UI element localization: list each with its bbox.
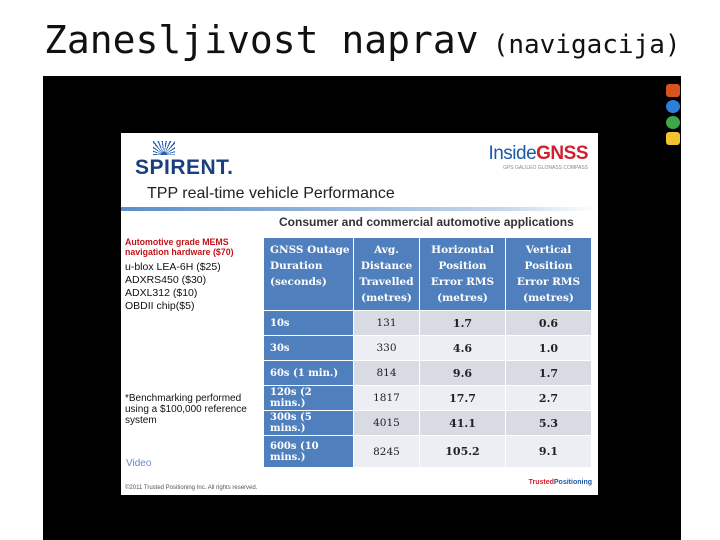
table-cell: 1817 <box>354 386 420 411</box>
tp-logo-word-b: Positioning <box>553 479 592 486</box>
table-cell: 4015 <box>354 411 420 436</box>
hardware-item: OBDII chip($5) <box>125 300 195 312</box>
table-cell: 5.3 <box>506 411 592 436</box>
spirent-wordmark: SPIRENT. <box>135 156 234 179</box>
benchmark-note: *Benchmarking performed using a $100,000 reference system <box>125 393 247 426</box>
slide-heading: TPP real-time vehicle Performance <box>147 185 395 202</box>
column-header: Horizontal Position Error RMS (metres) <box>420 238 506 311</box>
table-row <box>264 411 592 436</box>
hardware-item: u-blox LEA-6H ($25) <box>125 261 221 273</box>
table-header-row <box>264 238 592 311</box>
table-cell: 9.6 <box>420 361 506 386</box>
table-cell: 9.1 <box>506 436 592 468</box>
performance-table <box>263 237 592 468</box>
hardware-item: ADXRS450 ($30) <box>125 274 207 286</box>
page-title-sub: (navigacija) <box>492 30 681 60</box>
table-cell: 4.6 <box>420 336 506 361</box>
table-cell: 41.1 <box>420 411 506 436</box>
table-cell: 330 <box>354 336 420 361</box>
table-cell: 105.2 <box>420 436 506 468</box>
document-icon[interactable] <box>666 84 680 97</box>
table-cell: 131 <box>354 311 420 336</box>
embedded-slide-image <box>121 133 598 495</box>
help-icon[interactable] <box>666 116 680 129</box>
table-row <box>264 386 592 411</box>
table-cell: 17.7 <box>420 386 506 411</box>
table-row <box>264 361 592 386</box>
page-title-main: Zanesljivost naprav <box>44 18 479 62</box>
table-cell: 300s (5 mins.) <box>264 411 354 436</box>
hardware-list <box>125 237 260 313</box>
table-cell: 8245 <box>354 436 420 468</box>
table-cell: 2.7 <box>506 386 592 411</box>
table-cell: 1.7 <box>506 361 592 386</box>
table-cell: 814 <box>354 361 420 386</box>
column-header: Avg. Distance Travelled (metres) <box>354 238 420 311</box>
spirent-logo <box>135 141 234 180</box>
spirent-burst-icon <box>153 141 175 155</box>
insidegnss-logo <box>488 143 588 171</box>
table-cell: 1.0 <box>506 336 592 361</box>
chat-icon[interactable] <box>666 132 680 145</box>
table-cell: 120s (2 mins.) <box>264 386 354 411</box>
slide-subheading: Consumer and commercial automotive applications <box>279 215 574 229</box>
insidegnss-word-a: Inside <box>488 143 537 164</box>
column-header: GNSS Outage Duration (seconds) <box>264 238 354 311</box>
table-cell: 10s <box>264 311 354 336</box>
column-header: Vertical Position Error RMS (metres) <box>506 238 592 311</box>
trusted-positioning-logo <box>529 479 592 486</box>
hardware-item: ADXL312 ($10) <box>125 287 198 299</box>
table-cell: 30s <box>264 336 354 361</box>
page-title <box>44 18 681 62</box>
insidegnss-tagline: GPS GALILEO GLONASS COMPASS <box>503 165 588 171</box>
video-link[interactable]: Video <box>126 458 152 469</box>
table-cell: 1.7 <box>420 311 506 336</box>
slide-divider <box>121 207 598 211</box>
table-row <box>264 311 592 336</box>
table-row <box>264 436 592 468</box>
globe-icon[interactable] <box>666 100 680 113</box>
copyright-text: ©2011 Trusted Positioning Inc. All rights reserved. <box>125 485 258 491</box>
table-row <box>264 336 592 361</box>
table-cell: 600s (10 mins.) <box>264 436 354 468</box>
side-toolbar <box>666 84 682 145</box>
tp-logo-word-a: Trusted <box>528 479 554 486</box>
hardware-heading: Automotive grade MEMS navigation hardware ($70) <box>125 237 234 257</box>
table-cell: 60s (1 min.) <box>264 361 354 386</box>
insidegnss-word-b: GNSS <box>536 143 588 164</box>
table-cell: 0.6 <box>506 311 592 336</box>
